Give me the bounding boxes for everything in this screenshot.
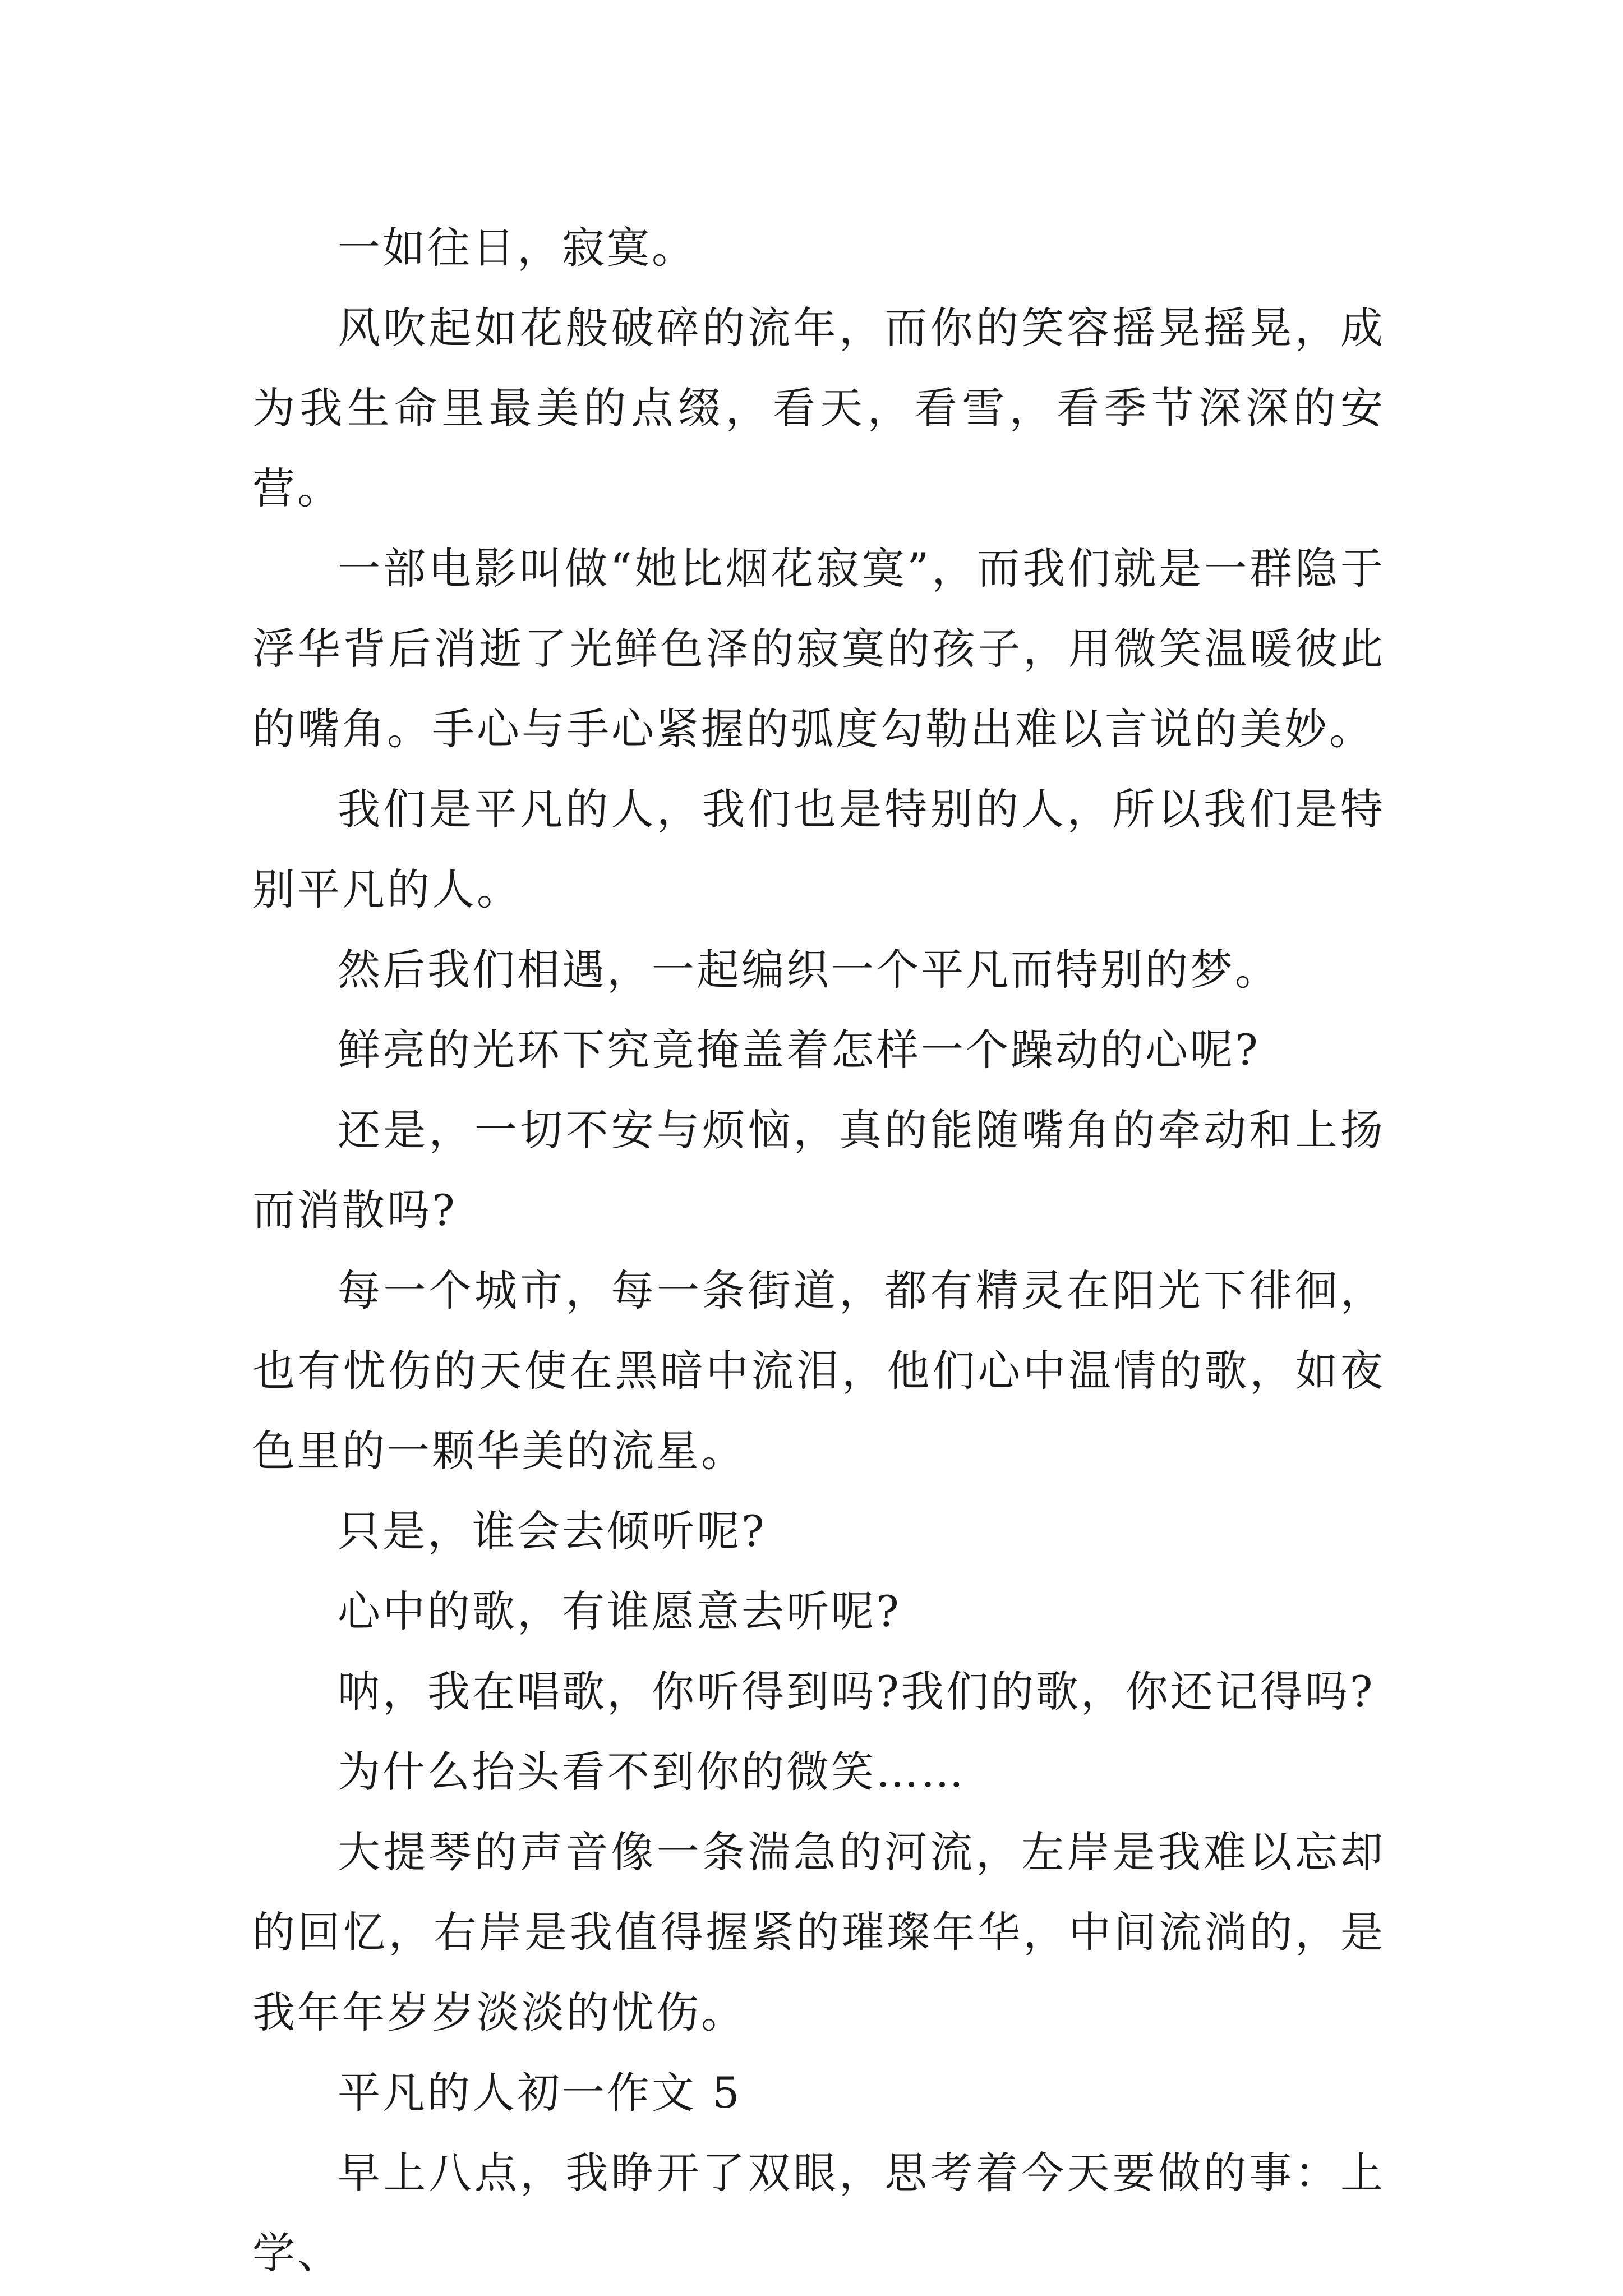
- essay-body: [252, 208, 1385, 2293]
- paragraph: 大提琴的声音像一条湍急的河流，左岸是我难以忘却的回忆，右岸是我值得握紧的璀璨年华，中间流淌的，是我年年岁岁淡淡的忧伤。: [252, 1827, 1385, 2037]
- paragraph: 还是，一切不安与烦恼，真的能随嘴角的牵动和上扬而消散吗?: [252, 1105, 1385, 1235]
- paragraph: 然后我们相遇，一起编织一个平凡而特别的梦。: [338, 945, 1280, 995]
- paragraph: 一部电影叫做“她比烟花寂寞”，而我们就是一群隐于浮华背后消逝了光鲜色泽的寂寞的孩子，用微笑温暖彼此的嘴角。手心与手心紧握的弧度勾勒出难以言说的美妙。: [252, 544, 1385, 754]
- paragraph: 风吹起如花般破碎的流年，而你的笑容摇晃摇晃，成为我生命里最美的点缀，看天，看雪，看季节深深的安营。: [252, 303, 1385, 513]
- paragraph: 我们是平凡的人，我们也是特别的人，所以我们是特别平凡的人。: [252, 784, 1385, 914]
- paragraph: 为什么抬头看不到你的微笑……: [338, 1747, 966, 1797]
- paragraph: 呐，我在唱歌，你听得到吗?我们的歌，你还记得吗?: [338, 1667, 1375, 1717]
- section-heading: 平凡的人初一作文 5: [338, 2068, 742, 2118]
- paragraph: 一如往日，寂寞。: [338, 223, 697, 273]
- paragraph: 只是，谁会去倾听呢?: [338, 1506, 767, 1556]
- paragraph: 心中的歌，有谁愿意去听呢?: [338, 1586, 901, 1636]
- paragraph: 早上八点，我睁开了双眼，思考着今天要做的事：上学、: [252, 2148, 1385, 2278]
- paragraph: 每一个城市，每一条街道，都有精灵在阳光下徘徊，也有忧伤的天使在黑暗中流泪，他们心中温情的歌，如夜色里的一颗华美的流星。: [252, 1266, 1385, 1476]
- paragraph: 鲜亮的光环下究竟掩盖着怎样一个躁动的心呢?: [338, 1025, 1260, 1075]
